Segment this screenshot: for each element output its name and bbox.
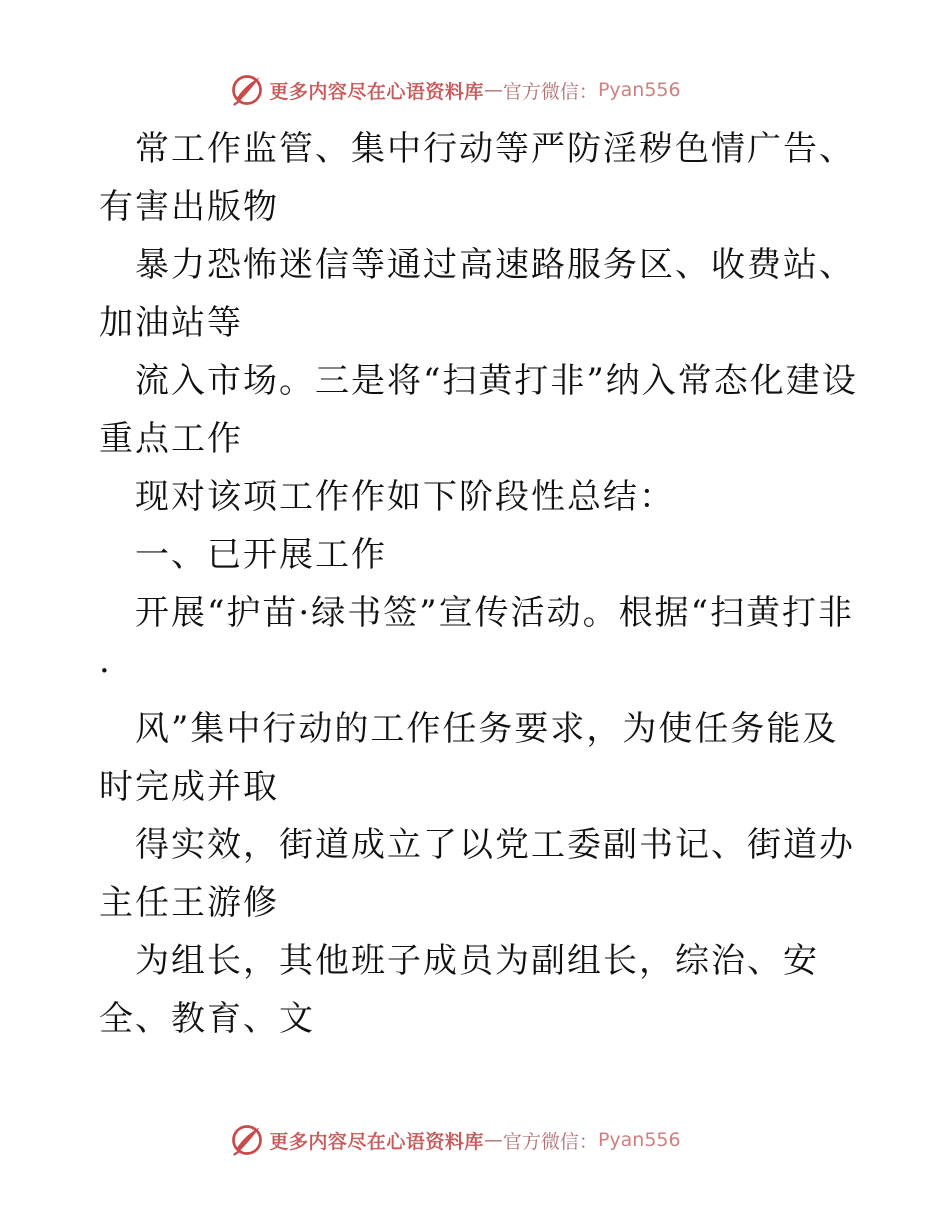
banner-official-label: 官方微信： <box>502 1130 598 1153</box>
footer-watermark-banner <box>0 1122 950 1158</box>
paragraph: 流入市场。三是将“扫黄打非”纳入常态化建设重点工作 <box>99 361 858 459</box>
banner-brand-text: 更多内容尽在心语资料库 <box>269 80 484 103</box>
header-watermark-banner <box>0 72 950 108</box>
quill-logo-icon <box>229 72 265 108</box>
quill-logo-icon <box>229 1122 265 1158</box>
paragraph: 常工作监管、集中行动等严防淫秽色情广告、有害出版物 <box>99 129 855 227</box>
paragraph: 暴力恐怖迷信等通过高速路服务区、收费站、加油站等 <box>99 245 855 343</box>
section-heading: 一、已开展工作 <box>135 535 387 575</box>
paragraph: 为组长，其他班子成员为副组长，综治、安全、教育、文 <box>99 941 819 1039</box>
paragraph: 开展“护苗·绿书签”宣传活动。根据“扫黄打非· <box>99 593 854 691</box>
banner-dash: — <box>483 1129 503 1151</box>
banner-dash: — <box>483 79 503 101</box>
paragraph: 得实效，街道成立了以党工委副书记、街道办主任王游修 <box>99 825 855 923</box>
banner-wechat-id: Pyan556 <box>597 79 681 101</box>
document-body <box>99 120 859 1048</box>
banner-official-label: 官方微信： <box>502 80 598 103</box>
banner-wechat-id: Pyan556 <box>597 1129 681 1151</box>
paragraph: 现对该项工作作如下阶段性总结： <box>135 477 675 517</box>
banner-brand-text: 更多内容尽在心语资料库 <box>269 1130 484 1153</box>
paragraph: 风”集中行动的工作任务要求，为使任务能及时完成并取 <box>99 709 839 807</box>
